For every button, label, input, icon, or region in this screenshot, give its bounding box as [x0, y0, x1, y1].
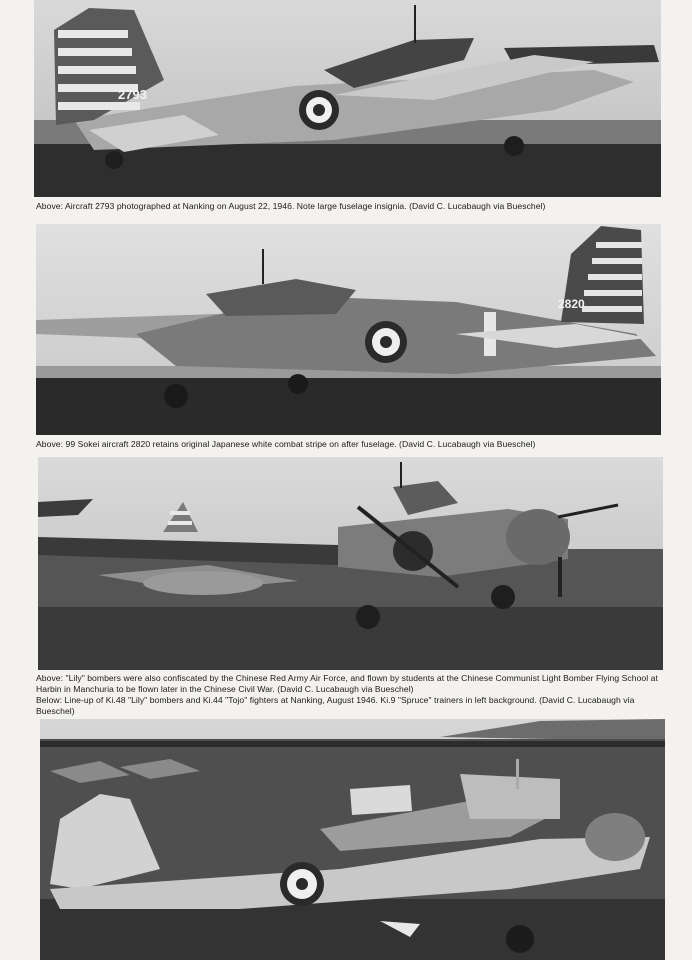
tail-number-2820: 2820: [558, 297, 585, 311]
photo-lineup-nanking: [40, 719, 665, 960]
photo-aircraft-2793: [34, 0, 661, 197]
caption-3: Above: "Lily" bombers were also confiscated by the Chinese Red Army Air Force, and flown by students at the Chinese Communist Light Bomber Flying School at Harbin in Manchuria to be flown later in the Chinese Civil War. (David C. Lucabaugh via Bueschel): [36, 673, 658, 694]
caption-4: Below: Line-up of Ki.48 "Lily" bombers and Ki.44 "Tojo" fighters at Nanking, August 1946. Ki.9 "Spruce" trainers in left background. (David C. Lucabaugh via Bueschel): [36, 695, 635, 716]
tail-number-2793: 2793: [118, 87, 147, 102]
caption-1: Above: Aircraft 2793 photographed at Nanking on August 22, 1946. Note large fuselage insignia. (David C. Lucabaugh via Bueschel): [36, 201, 546, 211]
photo-aircraft-2820: [36, 224, 661, 435]
photo-lily-bomber: [38, 457, 663, 670]
caption-2: Above: 99 Sokei aircraft 2820 retains original Japanese white combat stripe on after fuselage. (David C. Lucabaugh via Bueschel): [36, 439, 536, 449]
